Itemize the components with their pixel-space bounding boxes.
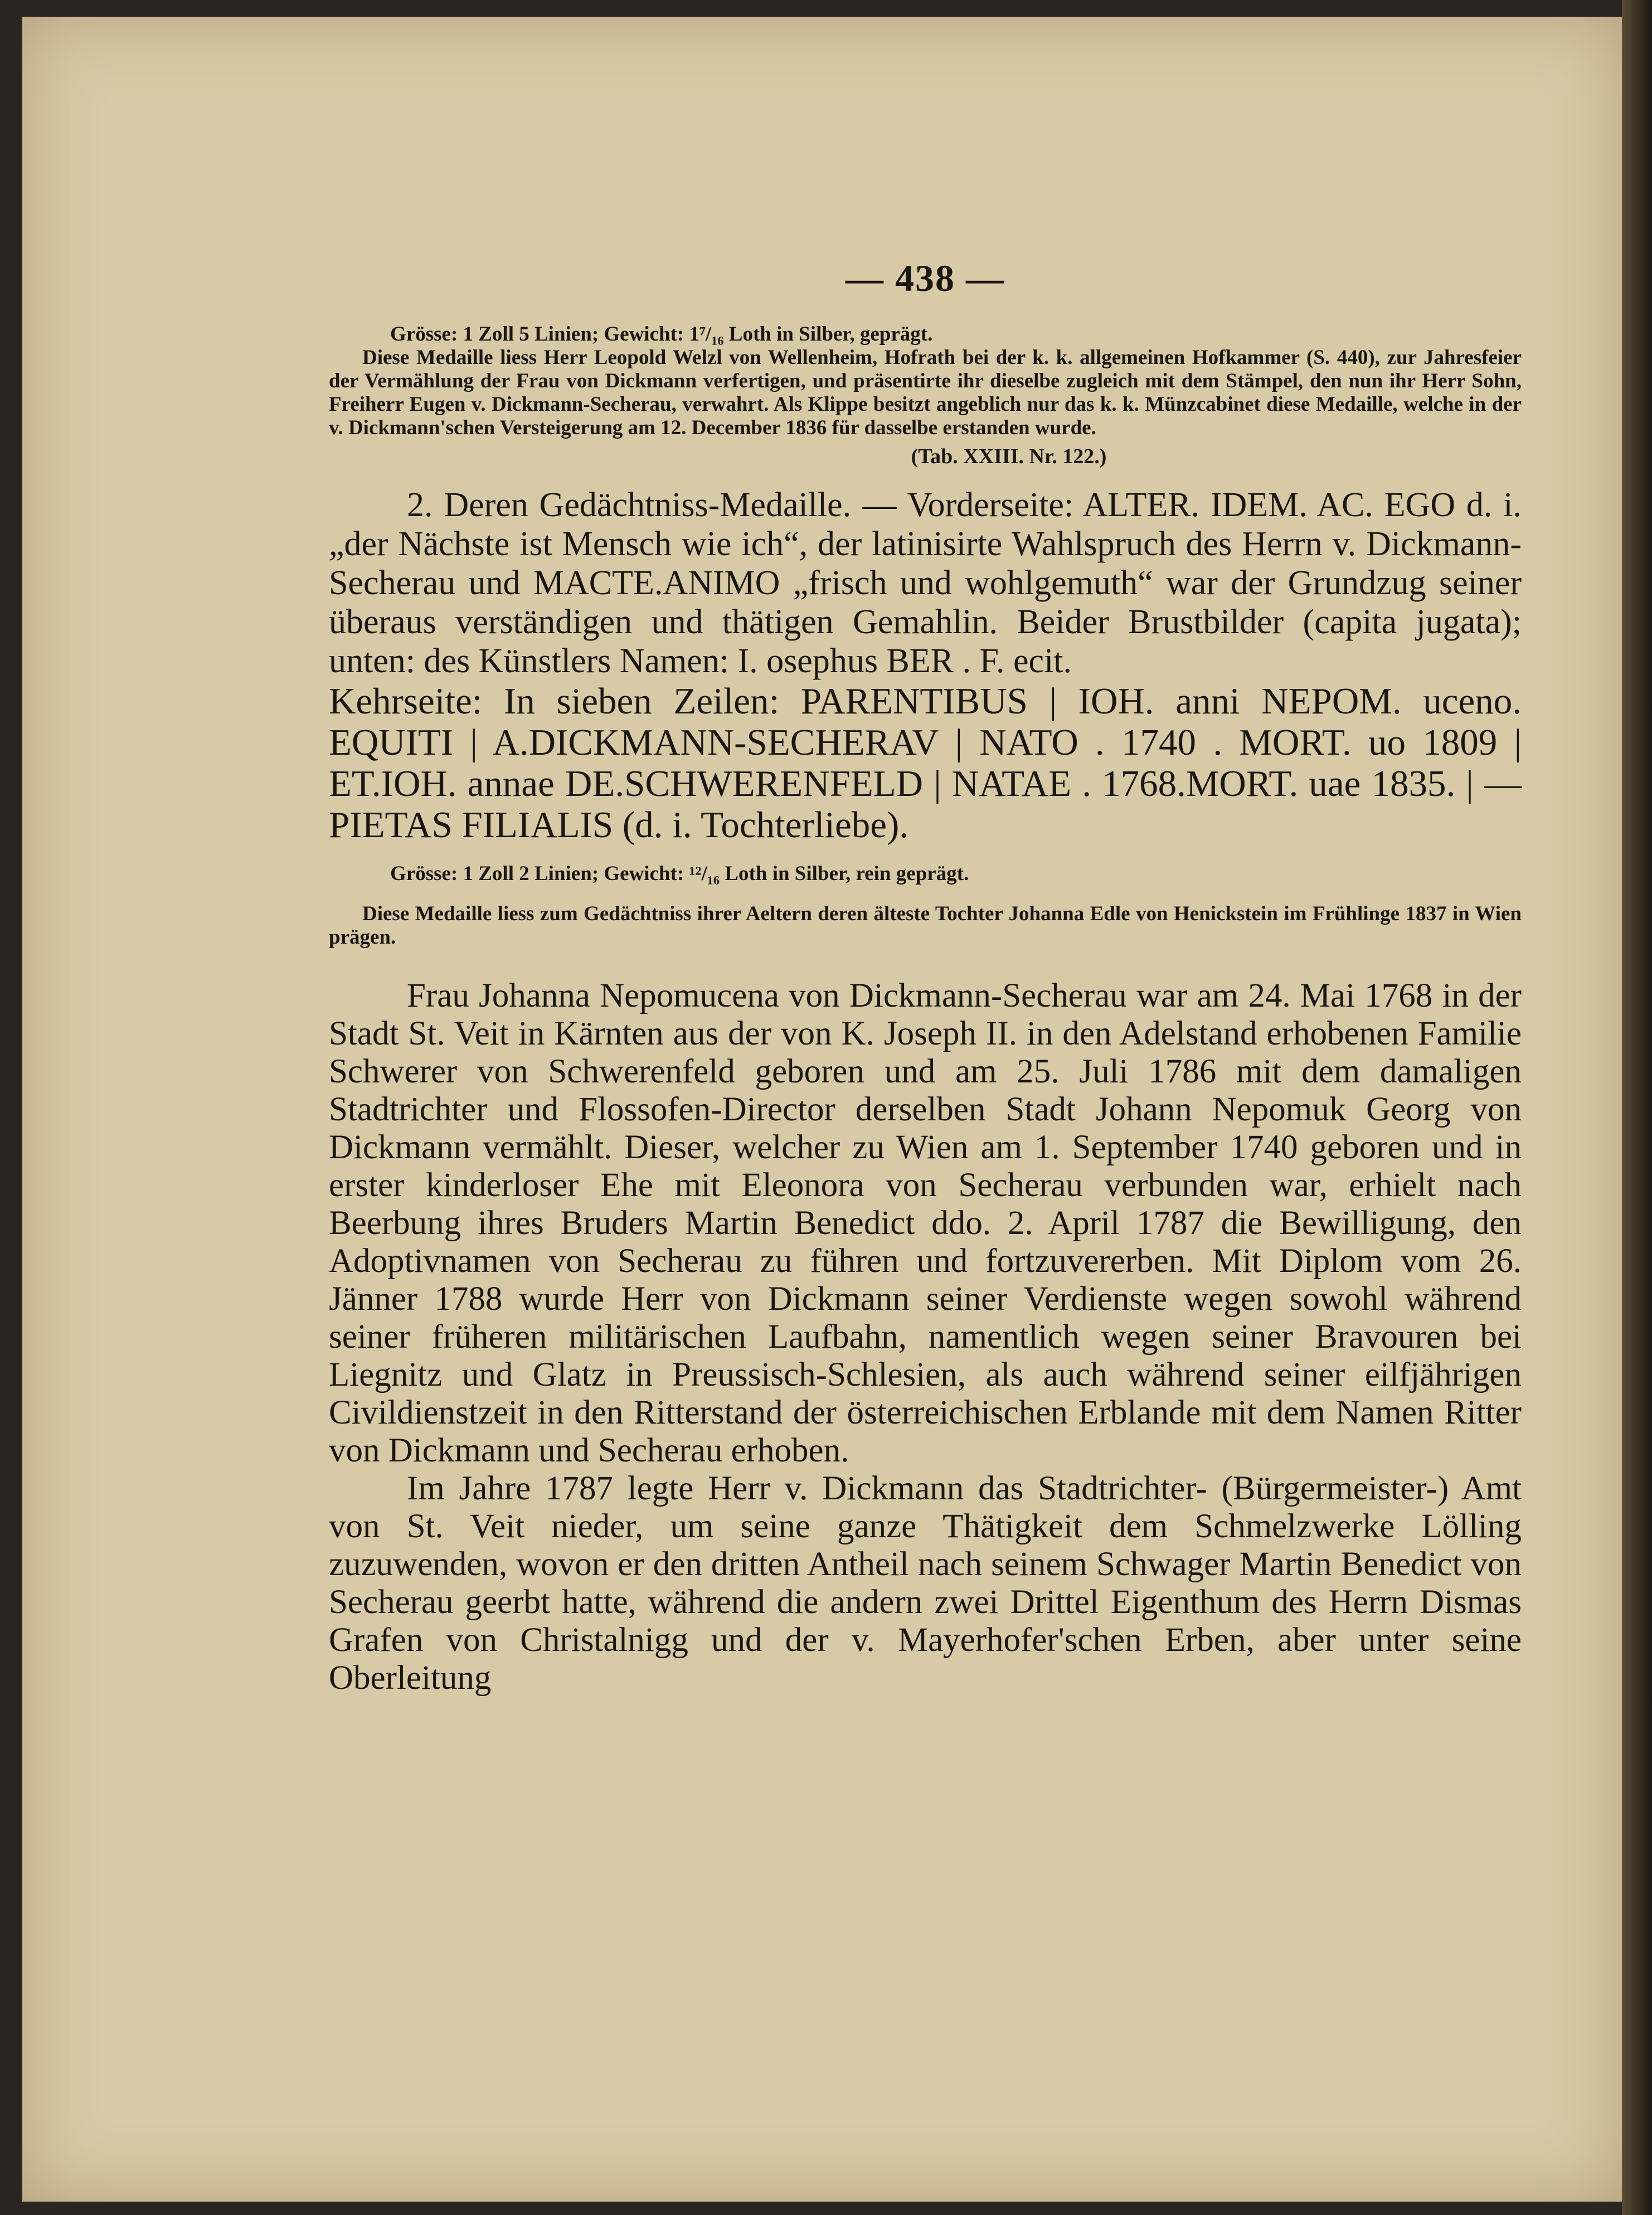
body-paragraph-1: Frau Johanna Nepomucena von Dickmann-Secherau war am 24. Mai 1768 in der Stadt St. Veit in Kärnten aus der von K. Joseph II. in den Adelstand erhobenen Familie Schwerer von Schwerenfeld geboren und am 25. Juli 1786 mit dem damaligen Stadtrichter und Flossofen-Director derselben Stadt Johann Nepomuk Georg von Dickmann vermählt. Dieser, welcher zu Wien am 1. September 1740 geboren und in erster kinderloser Ehe mit Eleonora von Secherau verbunden war, erhielt nach Beerbung ihres Bruders Martin Benedict ddo. 2. April 1787 die Bewilligung, den Adoptivnamen von Secherau zu führen und fortzuvererben. Mit Diplom vom 26. Jänner 1788 wurde Herr von Dickmann seiner Verdienste wegen sowohl während seiner früheren militärischen Laufbahn, namentlich wegen seiner Bravouren bei Liegnitz und Glatz in Preussisch-Schlesien, als auch während seiner eilfjährigen Civildienstzeit in den Ritterstand der österreichischen Erblande mit dem Namen Ritter von Dickmann und Secherau erhoben. — [329, 977, 1522, 1469]
page-number: — 438 — — [846, 257, 1005, 299]
medal-size-line-1: Grösse: 1 Zoll 5 Linien; Gewicht: 1⁷/₁₆ Loth in Silber, geprägt. — [390, 323, 933, 346]
medal-size-line-2: Grösse: 1 Zoll 2 Linien; Gewicht: ¹²/₁₆ Loth in Silber, rein geprägt. — [390, 862, 969, 885]
medal-note-paragraph-1: Diese Medaille liess Herr Leopold Welzl von Wellenheim, Hofrath bei der k. k. allgemeinen Hofkammer (S. 440), zur Jahresfeier der Vermählung der Frau von Dickmann verfertigen, und präsentirte ihr dieselbe zugleich mit dem Stämpel, den nun ihr Herr Sohn, Freiherr Eugen v. Dickmann-Secherau, verwahrt. Als Klippe besitzt angeblich nur das k. k. Münzcabinet diese Medaille, welche in der v. Dickmann'schen Versteigerung am 12. December 1836 für dasselbe erstanden wurde. — [329, 346, 1522, 439]
book-binding-edge — [1622, 0, 1652, 2215]
page-text-area — [329, 256, 1522, 1697]
medal-note-paragraph-2: Diese Medaille liess zum Gedächtniss ihrer Aeltern deren älteste Tochter Johanna Edle von Henickstein im Frühlinge 1837 in Wien prägen. — [329, 902, 1522, 949]
body-paragraph-2: Im Jahre 1787 legte Herr v. Dickmann das Stadtrichter- (Bürgermeister-) Amt von St. Veit nieder, um seine ganze Thätigkeit dem Schmelzwerke Lölling zuzuwenden, wovon er den dritten Antheil nach seinem Schwager Martin Benedict von Secherau geerbt hatte, während die andern zwei Drittel Eigenthum des Herrn Dismas Grafen von Christalnigg und der v. Mayerhofer'schen Erben, aber unter seine Oberleitung — [329, 1470, 1522, 1697]
reverse-side-description: Kehrseite: In sieben Zeilen: PARENTIBUS | IOH. anni NEPOM. uceno. EQUITI | A.DICKMANN-SECHERAV | NATO . 1740 . MORT. uo 1809 | ET.IOH. annae DE.SCHWERENFELD | NATAE . 1768.MORT. uae 1835. | — PIETAS FILIALIS (d. i. Tochterliebe). — [329, 681, 1522, 846]
commemorative-medal-description: 2. Deren Gedächtniss-Medaille. — Vorderseite: ALTER. IDEM. AC. EGO d. i. „der Nächste ist Mensch wie ich“, der latinisirte Wahlspruch des Herrn v. Dickmann-Secherau und MACTE.ANIMO „frisch und wohlgemuth“ war der Grundzug seiner überaus verständigen und thätigen Gemahlin. Beider Brustbilder (capita jugata); unten: des Künstlers Namen: I. osephus BER . F. ecit. — [329, 486, 1522, 680]
plate-reference: (Tab. XXIII. Nr. 122.) — [911, 445, 1107, 468]
book-page — [22, 17, 1622, 2202]
